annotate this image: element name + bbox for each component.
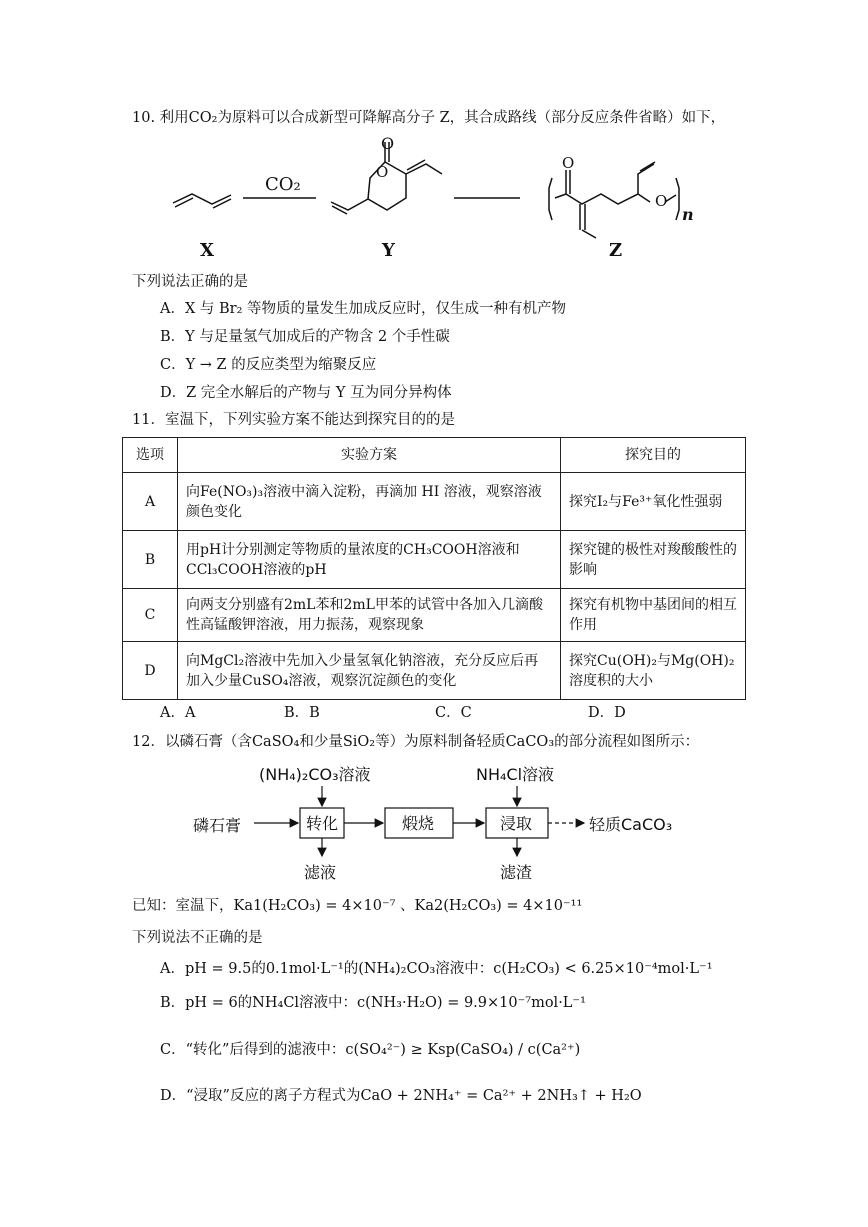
flow-box3-label: 浸取 <box>500 814 533 833</box>
flow-box2-label: 煅烧 <box>402 814 435 833</box>
header-goal: 探究目的 <box>561 438 746 473</box>
q10-question: 下列说法正确的是 <box>132 274 248 290</box>
y-ring-oxygen: O <box>376 163 389 181</box>
q12-option-a[interactable]: A．pH = 9.5的0.1mol·L⁻¹的(NH₄)₂CO₃溶液中：c(H₂CO₃) < 6.25×10⁻⁴mol·L⁻¹ <box>160 961 713 977</box>
q12-option-d[interactable]: D．“浸取”反应的离子方程式为CaO + 2NH₄⁺ = Ca²⁺ + 2NH₃↑ + H₂O <box>160 1088 642 1104</box>
flow-out-residue: 滤渣 <box>500 863 533 882</box>
q11-answer-b[interactable]: B．B <box>284 705 320 721</box>
row-key: A <box>123 473 178 531</box>
q10-option-d[interactable]: D．Z 完全水解后的产物与 Y 互为同分异构体 <box>160 385 452 401</box>
co2-reagent-label: CO₂ <box>265 174 301 195</box>
q12-option-b[interactable]: B．pH = 6的NH₄Cl溶液中：c(NH₃·H₂O) = 9.9×10⁻⁷mol·L⁻¹ <box>160 995 586 1011</box>
q11-answer-d[interactable]: D．D <box>588 705 626 721</box>
flow-reagent-2: NH₄Cl溶液 <box>476 765 555 784</box>
label-z: Z <box>609 240 623 261</box>
q10-option-c[interactable]: C．Y → Z 的反应类型为缩聚反应 <box>160 357 377 373</box>
table-row <box>123 589 746 642</box>
q12-known: 已知：室温下，Ka1(H₂CO₃) = 4×10⁻⁷ 、Ka2(H₂CO₃) = 4×10⁻¹¹ <box>132 898 583 914</box>
row-plan: 向Fe(NO₃)₃溶液中滴入淀粉，再滴加 HI 溶液，观察溶液颜色变化 <box>178 473 561 531</box>
repeat-n: n <box>682 205 694 224</box>
molecule-x <box>173 194 231 208</box>
flow-box1-label: 转化 <box>306 814 339 833</box>
table-header-row <box>123 438 746 473</box>
label-x: X <box>200 240 214 261</box>
row-key: B <box>123 531 178 589</box>
q10-option-a[interactable]: A．X 与 Br₂ 等物质的量发生加成反应时，仅生成一种有机产物 <box>160 301 567 317</box>
y-carbonyl-oxygen: O <box>381 134 395 153</box>
row-key: C <box>123 589 178 642</box>
row-key: D <box>123 642 178 700</box>
q12-option-c[interactable]: C．“转化”后得到的滤液中：c(SO₄²⁻) ≥ Ksp(CaSO₄) / c(Ca²⁺) <box>160 1042 581 1058</box>
z-ether-oxygen: O <box>655 192 668 210</box>
process-flow-diagram <box>0 758 868 888</box>
q12-question: 下列说法不正确的是 <box>132 930 263 946</box>
flow-out-filtrate: 滤液 <box>304 863 337 882</box>
row-goal: 探究Cu(OH)₂与Mg(OH)₂溶度积的大小 <box>561 642 746 700</box>
table-row <box>123 473 746 531</box>
header-plan: 实验方案 <box>178 438 561 473</box>
q10-stem: 10. 利用CO₂为原料可以合成新型可降解高分子 Z，其合成路线（部分反应条件省略）如下， <box>132 110 726 126</box>
flow-reagent-1: (NH₄)₂CO₃溶液 <box>259 765 371 784</box>
flow-product: 轻质CaCO₃ <box>589 815 673 834</box>
row-plan: 向MgCl₂溶液中先加入少量氢氧化钠溶液，充分反应后再加入少量CuSO₄溶液，观察沉淀颜色的变化 <box>178 642 561 700</box>
experiment-table <box>122 437 746 700</box>
row-goal: 探究有机物中基团间的相互作用 <box>561 589 746 642</box>
table-row <box>123 642 746 700</box>
row-goal: 探究键的极性对羧酸酸性的影响 <box>561 531 746 589</box>
flow-start: 磷石膏 <box>193 816 242 835</box>
q12-stem: 12．以磷石膏（含CaSO₄和少量SiO₂等）为原料制备轻质CaCO₃的部分流程如图所示： <box>132 734 700 750</box>
z-carbonyl-oxygen: O <box>562 154 575 172</box>
q11-answer-c[interactable]: C．C <box>435 705 472 721</box>
row-plan: 用pH计分别测定等物质的量浓度的CH₃COOH溶液和CCl₃COOH溶液的pH <box>178 531 561 589</box>
table-row <box>123 531 746 589</box>
q11-stem: 11．室温下，下列实验方案不能达到探究目的的是 <box>132 412 455 428</box>
q11-answer-a[interactable]: A．A <box>160 705 196 721</box>
row-plan: 向两支分别盛有2mL苯和2mL甲苯的试管中各加入几滴酸性高锰酸钾溶液，用力振荡，观察现象 <box>178 589 561 642</box>
label-y: Y <box>382 240 395 261</box>
header-option: 选项 <box>123 438 178 473</box>
q10-option-b[interactable]: B．Y 与足量氢气加成后的产物含 2 个手性碳 <box>160 329 450 345</box>
q10-synthesis-scheme <box>0 138 868 268</box>
row-goal: 探究I₂与Fe³⁺氧化性强弱 <box>561 473 746 531</box>
